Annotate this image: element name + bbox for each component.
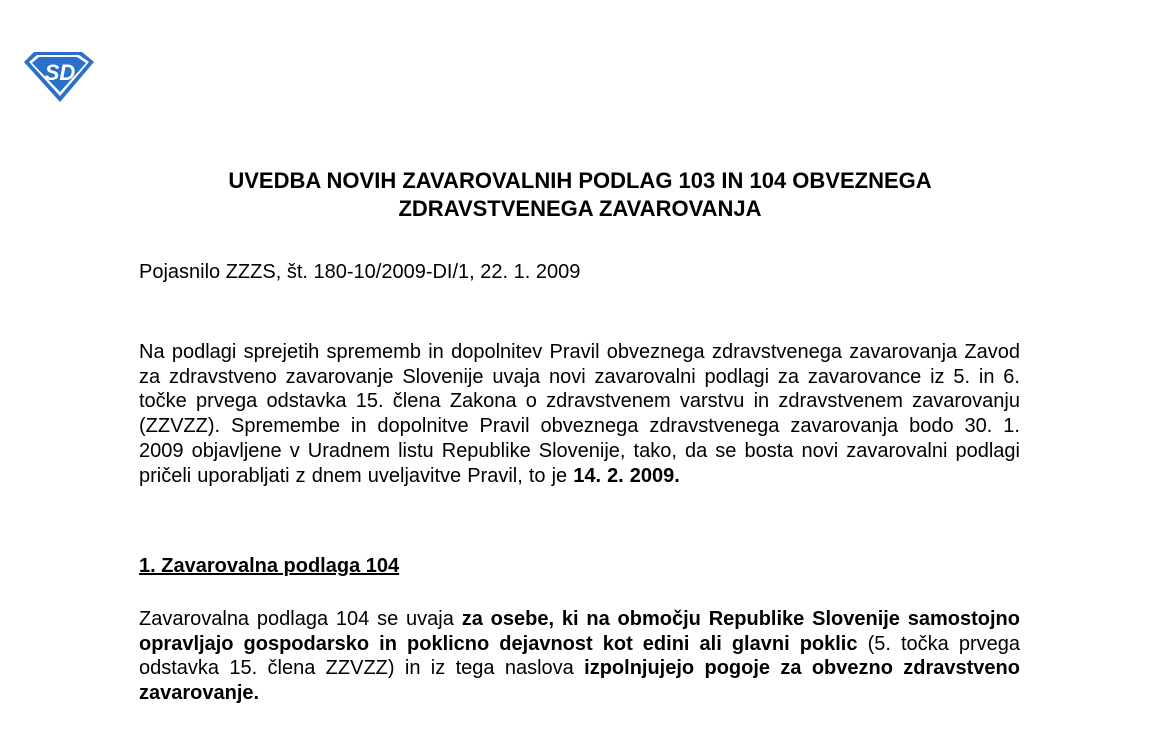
section-paragraph: [139, 607, 1020, 706]
svg-text:SD: SD: [44, 60, 76, 85]
document-title: UVEDBA NOVIH ZAVAROVALNIH PODLAG 103 IN 104 OBVEZNEGA ZDRAVSTVENEGA ZAVAROVANJA: [228, 168, 932, 221]
intro-paragraph: [139, 340, 1020, 488]
effective-date: 14. 2. 2009.: [573, 464, 680, 487]
section-paragraph-part2: za osebe, ki na območju Republike Slovenije samostojno opravljajo gospodarsko in poklicno dejavnost kot edini ali glavni poklic: [139, 608, 1020, 655]
section-paragraph-part4: izpolnjujejo pogoje za obvezno zdravstveno zavarovanje.: [139, 657, 1020, 705]
section-heading: 1. Zavarovalna podlaga 104: [139, 555, 400, 577]
sd-logo-icon: [20, 50, 98, 104]
section-paragraph-part1: Zavarovalna podlaga 104 se uvaja: [139, 608, 454, 630]
intro-paragraph-text: Na podlagi sprejetih sprememb in dopolnitev Pravil obveznega zdravstvenega zavarovanja Zavod za zdravstveno zavarovanje Slovenije uvaja novi zavarovalni podlagi za zavarovance iz 5. in 6. točke prvega odstavka 15. člena Zakona o zdravstvenem varstvu in zdravstvenem zavarovanju (ZZVZZ). Spremembe in dopolnitve Pravil obveznega zdravstvenega zavarovanja bodo 30. 1. 2009 objavljene v Uradnem listu Republike Slovenije, tako, da se bosta novi zavarovalni podlagi pričeli uporabljati z dnem uveljavitve Pravil, to je: [139, 341, 1020, 487]
document-reference: Pojasnilo ZZZS, št. 180-10/2009-DI/1, 22. 1. 2009: [139, 261, 581, 283]
section-paragraph-part3: (5. točka prvega odstavka 15. člena ZZVZZ) in iz tega naslova: [139, 632, 1020, 680]
